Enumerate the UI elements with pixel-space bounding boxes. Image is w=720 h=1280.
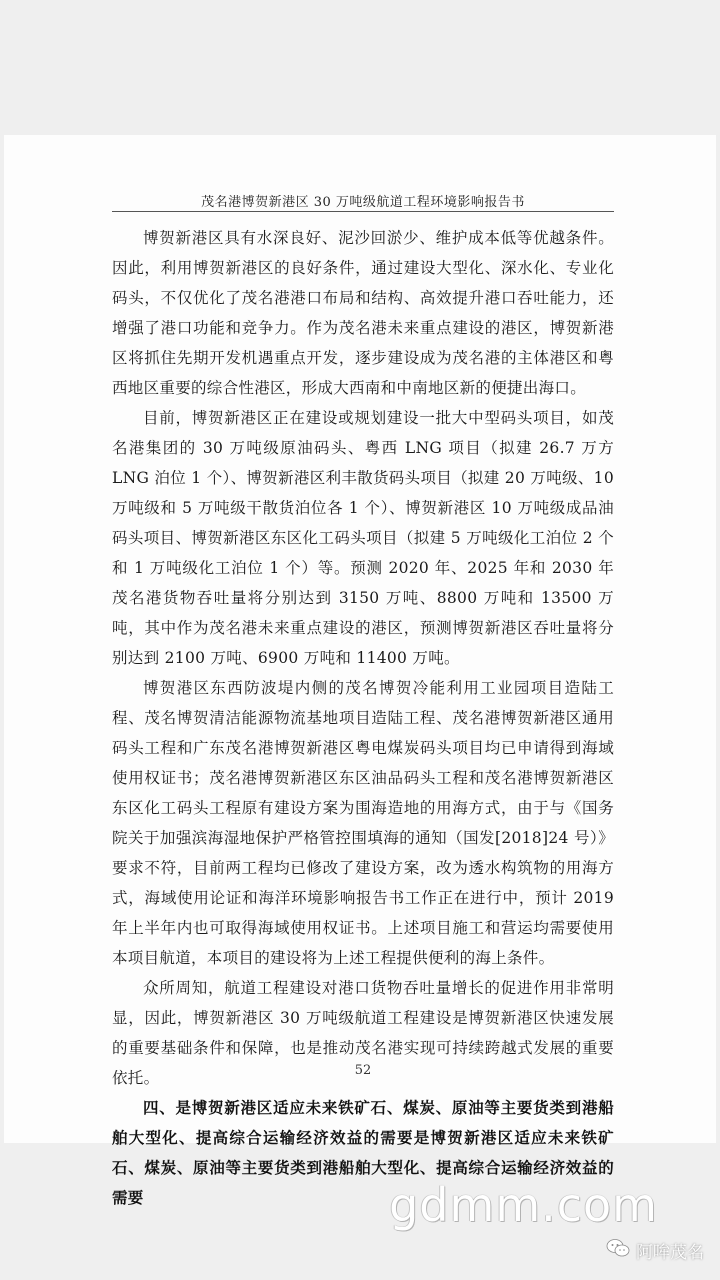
wechat-account-badge (606, 1238, 704, 1263)
section-heading: 四、是博贺新港区适应未来铁矿石、煤炭、原油等主要货类到港船舶大型化、提高综合运输经济效益的需要是博贺新港区适应未来铁矿石、煤炭、原油等主要货类到港船舶大型化、提高综合运输经济效益的需要 (112, 1098, 614, 1207)
paragraph-1: 博贺新港区具有水深良好、泥沙回淤少、维护成本低等优越条件。因此，利用博贺新港区的良好条件，通过建设大型化、深水化、专业化码头，不仅优化了茂名港港口布局和结构、高效提升港口吞吐能力，还增强了港口功能和竞争力。作为茂名港未来重点建设的港区，博贺新港区将抓住先期开发机遇重点开发，逐步建设成为茂名港的主体港区和粤西地区重要的综合性港区，形成大西南和中南地区新的便捷出海口。 (112, 229, 614, 397)
site-watermark: gdmm.com (389, 1178, 658, 1232)
paragraph-2: 目前，博贺新港区正在建设或规划建设一批大中型码头项目，如茂名港集团的 30 万吨级原油码头、粤西 LNG 项目（拟建 26.7 万方 LNG 泊位 1 个）、博贺新港区利丰散货码头项目（拟建 20 万吨级、10 万吨级和 5 万吨级干散货泊位各 1 个）、博贺新港区 10 万吨级成品油码头项目、博贺新港区东区化工码头项目（拟建 5 万吨级化工泊位 2 个和 1 万吨级化工泊位 1 个）等。预测 2020 年、2025 年和 2030 年茂名港货物吞吐量将分别达到 3150 万吨、8800 万吨和 13500 万吨，其中作为茂名港未来重点建设的港区，预测博贺新港区吞吐量将分别达到 2100 万吨、6900 万吨和 11400 万吨。 (112, 409, 614, 667)
wechat-account-name: 阿哞茂名 (636, 1243, 704, 1263)
header-rule (112, 211, 614, 212)
paragraph-4: 众所周知，航道工程建设对港口货物吞吐量增长的促进作用非常明显，因此，博贺新港区 30 万吨级航道工程建设是博贺新港区快速发展的重要基础条件和保障，也是推动茂名港实现可持续跨越式发展的重要依托。 (112, 979, 614, 1087)
wechat-icon (606, 1238, 630, 1263)
running-header: 茂名港博贺新港区 30 万吨级航道工程环境影响报告书 (201, 195, 525, 210)
page-number: 52 (354, 1063, 372, 1078)
paragraph-3: 博贺港区东西防波堤内侧的茂名博贺冷能利用工业园项目造陆工程、茂名博贺清洁能源物流基地项目造陆工程、茂名港博贺新港区通用码头工程和广东茂名港博贺新港区粤电煤炭码头项目均已申请得到海域使用权证书；茂名港博贺新港区东区油品码头工程和茂名港博贺新港区东区化工码头工程原有建设方案为围海造地的用海方式，由于与《国务院关于加强滨海湿地保护严格管控围填海的通知（国发[2018]24 号）》要求不符，目前两工程均已修改了建设方案，改为透水构筑物的用海方式，海域使用论证和海洋环境影响报告书工作正在进行中，预计 2019 年上半年内也可取得海域使用权证书。上述项目施工和营运均需要使用本项目航道，本项目的建设将为上述工程提供便利的海上条件。 (112, 679, 614, 967)
